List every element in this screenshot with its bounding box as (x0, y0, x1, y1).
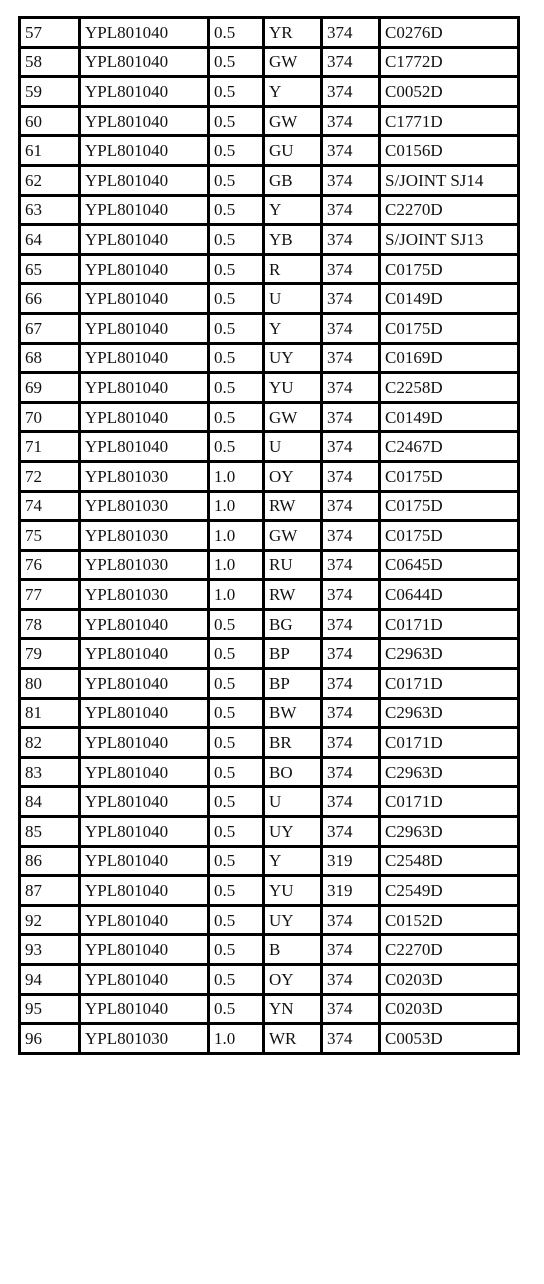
table-row (20, 935, 519, 965)
length-cell: 374 (322, 254, 380, 284)
part-number-cell: YPL801040 (80, 787, 209, 817)
table-row (20, 402, 519, 432)
part-number-cell: YPL801040 (80, 313, 209, 343)
colour-code-cell: UY (264, 905, 322, 935)
connection-cell: C0645D (380, 550, 519, 580)
part-number-cell: YPL801030 (80, 521, 209, 551)
row-number-cell: 86 (20, 846, 80, 876)
length-cell: 374 (322, 580, 380, 610)
connection-cell: C0175D (380, 491, 519, 521)
colour-code-cell: GW (264, 521, 322, 551)
connection-cell: C2549D (380, 876, 519, 906)
colour-code-cell: OY (264, 965, 322, 995)
part-number-cell: YPL801040 (80, 757, 209, 787)
table-row (20, 1024, 519, 1054)
table-row (20, 225, 519, 255)
colour-code-cell: RW (264, 491, 322, 521)
colour-code-cell: UY (264, 343, 322, 373)
length-cell: 374 (322, 225, 380, 255)
connection-cell: C2270D (380, 195, 519, 225)
connection-cell: S/JOINT SJ14 (380, 165, 519, 195)
colour-code-cell: YB (264, 225, 322, 255)
part-number-cell: YPL801040 (80, 225, 209, 255)
connection-cell: C0169D (380, 343, 519, 373)
size-cell: 1.0 (209, 461, 264, 491)
part-number-cell: YPL801030 (80, 461, 209, 491)
colour-code-cell: RU (264, 550, 322, 580)
part-number-cell: YPL801040 (80, 639, 209, 669)
part-number-cell: YPL801040 (80, 18, 209, 48)
table-row (20, 195, 519, 225)
part-number-cell: YPL801040 (80, 373, 209, 403)
row-number-cell: 66 (20, 284, 80, 314)
part-number-cell: YPL801040 (80, 106, 209, 136)
row-number-cell: 61 (20, 136, 80, 166)
colour-code-cell: GW (264, 402, 322, 432)
colour-code-cell: U (264, 284, 322, 314)
table-row (20, 994, 519, 1024)
table-body (20, 18, 519, 1054)
colour-code-cell: B (264, 935, 322, 965)
length-cell: 374 (322, 817, 380, 847)
colour-code-cell: UY (264, 817, 322, 847)
colour-code-cell: GW (264, 106, 322, 136)
size-cell: 0.5 (209, 846, 264, 876)
length-cell: 374 (322, 432, 380, 462)
connection-cell: C0175D (380, 313, 519, 343)
connection-cell: C0644D (380, 580, 519, 610)
table-row (20, 609, 519, 639)
table-row (20, 905, 519, 935)
colour-code-cell: BP (264, 669, 322, 699)
table-row (20, 787, 519, 817)
size-cell: 0.5 (209, 787, 264, 817)
row-number-cell: 96 (20, 1024, 80, 1054)
size-cell: 0.5 (209, 817, 264, 847)
part-number-cell: YPL801040 (80, 254, 209, 284)
table-row (20, 698, 519, 728)
colour-code-cell: WR (264, 1024, 322, 1054)
length-cell: 374 (322, 669, 380, 699)
size-cell: 0.5 (209, 876, 264, 906)
connection-cell: C0175D (380, 461, 519, 491)
size-cell: 0.5 (209, 905, 264, 935)
row-number-cell: 74 (20, 491, 80, 521)
size-cell: 0.5 (209, 609, 264, 639)
connection-cell: C0152D (380, 905, 519, 935)
part-number-cell: YPL801040 (80, 965, 209, 995)
row-number-cell: 80 (20, 669, 80, 699)
table-row (20, 432, 519, 462)
length-cell: 374 (322, 106, 380, 136)
length-cell: 374 (322, 521, 380, 551)
length-cell: 374 (322, 18, 380, 48)
colour-code-cell: RW (264, 580, 322, 610)
table-row (20, 106, 519, 136)
colour-code-cell: BG (264, 609, 322, 639)
row-number-cell: 65 (20, 254, 80, 284)
connection-cell: C0175D (380, 521, 519, 551)
size-cell: 0.5 (209, 313, 264, 343)
row-number-cell: 94 (20, 965, 80, 995)
part-number-cell: YPL801040 (80, 698, 209, 728)
connection-cell: C2548D (380, 846, 519, 876)
colour-code-cell: Y (264, 313, 322, 343)
size-cell: 0.5 (209, 757, 264, 787)
row-number-cell: 58 (20, 47, 80, 77)
colour-code-cell: U (264, 787, 322, 817)
size-cell: 0.5 (209, 935, 264, 965)
part-number-cell: YPL801040 (80, 846, 209, 876)
connection-cell: C2963D (380, 698, 519, 728)
colour-code-cell: OY (264, 461, 322, 491)
length-cell: 374 (322, 373, 380, 403)
colour-code-cell: GU (264, 136, 322, 166)
row-number-cell: 87 (20, 876, 80, 906)
part-number-cell: YPL801040 (80, 195, 209, 225)
part-number-cell: YPL801040 (80, 935, 209, 965)
length-cell: 319 (322, 846, 380, 876)
row-number-cell: 77 (20, 580, 80, 610)
table-row (20, 254, 519, 284)
part-number-cell: YPL801040 (80, 77, 209, 107)
row-number-cell: 69 (20, 373, 80, 403)
row-number-cell: 92 (20, 905, 80, 935)
connection-cell: C0053D (380, 1024, 519, 1054)
colour-code-cell: Y (264, 846, 322, 876)
table-row (20, 639, 519, 669)
part-number-cell: YPL801040 (80, 994, 209, 1024)
table-row (20, 965, 519, 995)
part-number-cell: YPL801030 (80, 550, 209, 580)
part-number-cell: YPL801040 (80, 47, 209, 77)
colour-code-cell: Y (264, 195, 322, 225)
part-number-cell: YPL801040 (80, 609, 209, 639)
table-row (20, 18, 519, 48)
part-number-cell: YPL801030 (80, 1024, 209, 1054)
part-number-cell: YPL801040 (80, 728, 209, 758)
length-cell: 374 (322, 165, 380, 195)
length-cell: 374 (322, 195, 380, 225)
connection-cell: C0156D (380, 136, 519, 166)
table-row (20, 876, 519, 906)
part-number-cell: YPL801040 (80, 432, 209, 462)
part-number-cell: YPL801040 (80, 905, 209, 935)
row-number-cell: 62 (20, 165, 80, 195)
length-cell: 374 (322, 47, 380, 77)
connection-cell: C2963D (380, 757, 519, 787)
row-number-cell: 79 (20, 639, 80, 669)
length-cell: 374 (322, 402, 380, 432)
length-cell: 319 (322, 876, 380, 906)
length-cell: 374 (322, 639, 380, 669)
colour-code-cell: YU (264, 373, 322, 403)
table-row (20, 77, 519, 107)
row-number-cell: 84 (20, 787, 80, 817)
size-cell: 0.5 (209, 402, 264, 432)
size-cell: 0.5 (209, 728, 264, 758)
size-cell: 0.5 (209, 639, 264, 669)
connection-cell: C1772D (380, 47, 519, 77)
size-cell: 0.5 (209, 284, 264, 314)
row-number-cell: 78 (20, 609, 80, 639)
connection-cell: C2467D (380, 432, 519, 462)
row-number-cell: 57 (20, 18, 80, 48)
colour-code-cell: GB (264, 165, 322, 195)
size-cell: 0.5 (209, 432, 264, 462)
length-cell: 374 (322, 491, 380, 521)
length-cell: 374 (322, 994, 380, 1024)
row-number-cell: 93 (20, 935, 80, 965)
size-cell: 1.0 (209, 491, 264, 521)
size-cell: 0.5 (209, 77, 264, 107)
length-cell: 374 (322, 609, 380, 639)
size-cell: 0.5 (209, 373, 264, 403)
table-row (20, 817, 519, 847)
part-number-cell: YPL801040 (80, 136, 209, 166)
colour-code-cell: YU (264, 876, 322, 906)
length-cell: 374 (322, 550, 380, 580)
row-number-cell: 95 (20, 994, 80, 1024)
table-row (20, 461, 519, 491)
size-cell: 0.5 (209, 195, 264, 225)
part-number-cell: YPL801040 (80, 284, 209, 314)
part-number-cell: YPL801040 (80, 165, 209, 195)
part-number-cell: YPL801040 (80, 402, 209, 432)
table-row (20, 373, 519, 403)
connection-cell: C0203D (380, 965, 519, 995)
colour-code-cell: BO (264, 757, 322, 787)
length-cell: 374 (322, 343, 380, 373)
part-number-cell: YPL801040 (80, 669, 209, 699)
size-cell: 0.5 (209, 254, 264, 284)
length-cell: 374 (322, 136, 380, 166)
connection-cell: S/JOINT SJ13 (380, 225, 519, 255)
length-cell: 374 (322, 284, 380, 314)
length-cell: 374 (322, 757, 380, 787)
table-row (20, 136, 519, 166)
row-number-cell: 59 (20, 77, 80, 107)
row-number-cell: 60 (20, 106, 80, 136)
table-row (20, 846, 519, 876)
connection-cell: C0171D (380, 787, 519, 817)
part-number-cell: YPL801040 (80, 343, 209, 373)
colour-code-cell: BW (264, 698, 322, 728)
size-cell: 1.0 (209, 580, 264, 610)
length-cell: 374 (322, 935, 380, 965)
connection-cell: C0149D (380, 284, 519, 314)
length-cell: 374 (322, 77, 380, 107)
table-row (20, 521, 519, 551)
colour-code-cell: GW (264, 47, 322, 77)
connection-cell: C0276D (380, 18, 519, 48)
connection-cell: C0171D (380, 669, 519, 699)
part-number-cell: YPL801030 (80, 491, 209, 521)
size-cell: 1.0 (209, 1024, 264, 1054)
table-row (20, 728, 519, 758)
size-cell: 0.5 (209, 106, 264, 136)
row-number-cell: 83 (20, 757, 80, 787)
size-cell: 0.5 (209, 994, 264, 1024)
table-row (20, 313, 519, 343)
connection-cell: C2963D (380, 817, 519, 847)
size-cell: 0.5 (209, 698, 264, 728)
length-cell: 374 (322, 728, 380, 758)
length-cell: 374 (322, 313, 380, 343)
length-cell: 374 (322, 965, 380, 995)
size-cell: 1.0 (209, 521, 264, 551)
size-cell: 0.5 (209, 18, 264, 48)
table-row (20, 491, 519, 521)
row-number-cell: 81 (20, 698, 80, 728)
row-number-cell: 82 (20, 728, 80, 758)
row-number-cell: 64 (20, 225, 80, 255)
colour-code-cell: BP (264, 639, 322, 669)
size-cell: 1.0 (209, 550, 264, 580)
table-row (20, 757, 519, 787)
length-cell: 374 (322, 698, 380, 728)
size-cell: 0.5 (209, 965, 264, 995)
connection-cell: C0171D (380, 609, 519, 639)
table-row (20, 580, 519, 610)
row-number-cell: 68 (20, 343, 80, 373)
table-row (20, 284, 519, 314)
size-cell: 0.5 (209, 47, 264, 77)
length-cell: 374 (322, 905, 380, 935)
part-number-cell: YPL801030 (80, 580, 209, 610)
table-row (20, 343, 519, 373)
colour-code-cell: YR (264, 18, 322, 48)
table-row (20, 165, 519, 195)
connection-cell: C0203D (380, 994, 519, 1024)
row-number-cell: 75 (20, 521, 80, 551)
row-number-cell: 70 (20, 402, 80, 432)
connection-cell: C0052D (380, 77, 519, 107)
colour-code-cell: BR (264, 728, 322, 758)
row-number-cell: 85 (20, 817, 80, 847)
table-row (20, 47, 519, 77)
length-cell: 374 (322, 787, 380, 817)
colour-code-cell: R (264, 254, 322, 284)
colour-code-cell: YN (264, 994, 322, 1024)
connection-cell: C0171D (380, 728, 519, 758)
table-row (20, 669, 519, 699)
row-number-cell: 72 (20, 461, 80, 491)
size-cell: 0.5 (209, 165, 264, 195)
connection-cell: C0149D (380, 402, 519, 432)
part-number-cell: YPL801040 (80, 817, 209, 847)
size-cell: 0.5 (209, 669, 264, 699)
data-table (18, 16, 520, 1055)
row-number-cell: 63 (20, 195, 80, 225)
connection-cell: C2963D (380, 639, 519, 669)
row-number-cell: 76 (20, 550, 80, 580)
colour-code-cell: U (264, 432, 322, 462)
part-number-cell: YPL801040 (80, 876, 209, 906)
colour-code-cell: Y (264, 77, 322, 107)
size-cell: 0.5 (209, 225, 264, 255)
connection-cell: C0175D (380, 254, 519, 284)
table-row (20, 550, 519, 580)
connection-cell: C2270D (380, 935, 519, 965)
row-number-cell: 67 (20, 313, 80, 343)
length-cell: 374 (322, 461, 380, 491)
size-cell: 0.5 (209, 343, 264, 373)
row-number-cell: 71 (20, 432, 80, 462)
size-cell: 0.5 (209, 136, 264, 166)
connection-cell: C2258D (380, 373, 519, 403)
length-cell: 374 (322, 1024, 380, 1054)
connection-cell: C1771D (380, 106, 519, 136)
